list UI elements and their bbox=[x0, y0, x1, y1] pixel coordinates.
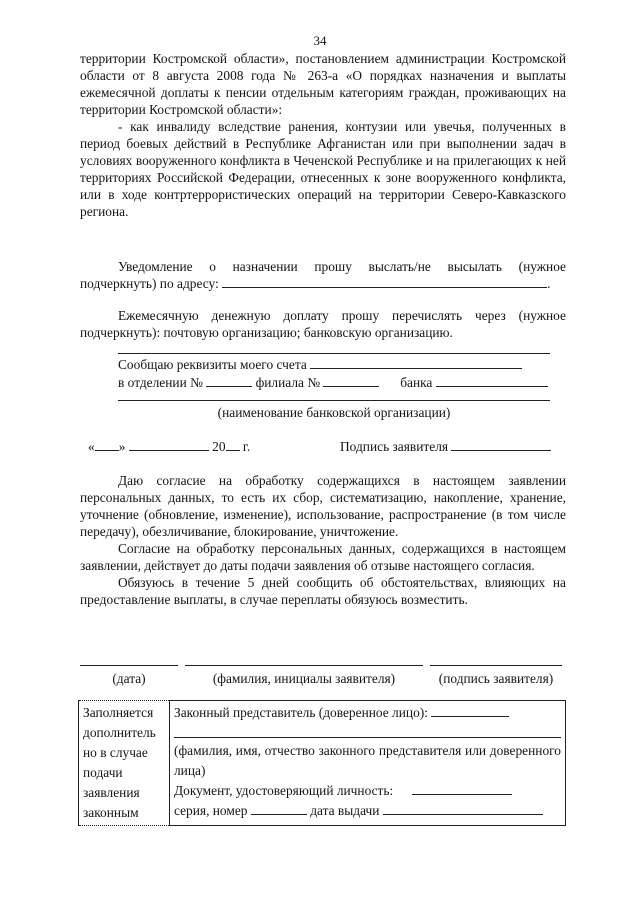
paragraph-legal-reference: территории Костромской области», постановлением администрации Костромской области от 8 августа 2008 года № 263-а «О порядках назначения и выплаты ежемесячной доплаты к пенсии отдельным категориям граждан, проживающих на территории Костромской области»: bbox=[80, 51, 566, 117]
transfer-paragraph: Ежемесячную денежную доплату прошу перечислять через (нужное подчеркнуть): почтовую организацию; банковскую организацию. bbox=[80, 308, 566, 340]
note-line: заявления bbox=[83, 785, 140, 800]
note-line: дополнитель bbox=[83, 725, 156, 740]
note-line: но в случае bbox=[83, 745, 148, 760]
issue-date-field[interactable] bbox=[383, 802, 543, 815]
issue-date-label: дата выдачи bbox=[310, 803, 380, 818]
intro-paragraph-block bbox=[80, 50, 566, 220]
name-sign-line[interactable] bbox=[185, 665, 423, 666]
note-line: Заполняется bbox=[83, 705, 154, 720]
series-number-field[interactable] bbox=[251, 802, 307, 815]
department-label: в отделении № bbox=[118, 375, 203, 390]
representative-details-cell bbox=[170, 701, 566, 826]
signature-caption: (подпись заявителя) bbox=[438, 671, 554, 686]
representative-field[interactable] bbox=[431, 704, 509, 717]
applicant-signature-row bbox=[340, 438, 551, 455]
bank-field[interactable] bbox=[436, 374, 548, 387]
document-field[interactable] bbox=[412, 782, 512, 795]
page-number: 34 bbox=[313, 33, 327, 48]
note-line: законным bbox=[83, 805, 139, 820]
series-label: серия, номер bbox=[174, 803, 248, 818]
year-suffix: г. bbox=[242, 439, 251, 454]
series-row bbox=[174, 801, 561, 821]
document-row bbox=[174, 781, 561, 801]
quote-close: » bbox=[118, 439, 126, 454]
account-row bbox=[118, 356, 522, 373]
year-prefix: 20 bbox=[212, 439, 226, 454]
consent-paragraph-2: Согласие на обработку персональных данных, содержащихся в настоящем заявлении, действует до даты подачи заявления об отзыве настоящего согласия. bbox=[80, 541, 566, 573]
document-label: Документ, удостоверяющий личность: bbox=[174, 783, 394, 798]
year-field[interactable] bbox=[226, 438, 240, 451]
signature-sign-line[interactable] bbox=[430, 665, 562, 666]
representative-name-line[interactable] bbox=[174, 723, 561, 738]
month-field[interactable] bbox=[129, 438, 209, 451]
paragraph-disability-category: - как инвалиду вследствие ранения, контузии или увечья, полученных в период боевых действий в Республике Афганистан или при выполнении задач в условиях вооруженного конфликта в Чеченской Республике и на прилегающих к ней территориях Российской Федерации, отнесенных к зоне вооруженного конфликта, или в ходе контртеррористических операций на территории Северо-Кавказского региона. bbox=[80, 119, 566, 219]
name-caption: (фамилия, инициалы заявителя) bbox=[212, 671, 396, 686]
bank-name-line[interactable] bbox=[118, 400, 550, 401]
consent-paragraph-3: Обязуюсь в течение 5 дней сообщить об обстоятельствах, влияющих на предоставление выплаты, в случае переплаты обязуюсь возместить. bbox=[80, 575, 566, 607]
representative-row bbox=[174, 703, 561, 723]
notice-period: . bbox=[547, 276, 551, 291]
branch-row bbox=[118, 374, 548, 391]
bank-label: банка bbox=[400, 375, 433, 390]
branch-number-field[interactable] bbox=[323, 374, 379, 387]
representative-caption: (фамилия, имя, отчество законного представителя или доверенного лица) bbox=[174, 743, 561, 778]
signature-field[interactable] bbox=[451, 438, 551, 451]
signature-label: Подпись заявителя bbox=[340, 439, 449, 454]
notice-line-1: Уведомление о назначении прошу выслать/не высылать (нужное bbox=[118, 259, 566, 274]
quote-open: « bbox=[88, 439, 95, 454]
date-sign-line[interactable] bbox=[80, 665, 178, 666]
note-line: подачи bbox=[83, 765, 123, 780]
bank-name-caption: (наименование банковской организации) bbox=[217, 405, 451, 420]
date-row bbox=[88, 438, 250, 455]
bank-top-line bbox=[118, 353, 550, 354]
representative-note-cell bbox=[79, 701, 170, 826]
day-field[interactable] bbox=[95, 438, 119, 451]
notice-address-label: подчеркнуть) по адресу: bbox=[80, 276, 219, 291]
representative-table bbox=[78, 700, 566, 826]
branch-label: филиала № bbox=[255, 375, 321, 390]
notice-line-2 bbox=[80, 275, 550, 292]
date-caption: (дата) bbox=[112, 671, 146, 686]
representative-label: Законный представитель (доверенное лицо): bbox=[174, 705, 428, 720]
consent-block bbox=[80, 472, 566, 608]
account-label: Сообщаю реквизиты моего счета bbox=[118, 357, 307, 372]
address-field[interactable] bbox=[222, 275, 547, 288]
department-number-field[interactable] bbox=[206, 374, 252, 387]
consent-paragraph-1: Даю согласие на обработку содержащихся в настоящем заявлении персональных данных, то есть их сбор, систематизацию, накопление, хранение, уточнение (обновление, изменение), использование, распространение (в том числе передачу), обезличивание, блокирование, уничтожение. bbox=[80, 473, 566, 539]
account-number-field[interactable] bbox=[310, 356, 522, 369]
